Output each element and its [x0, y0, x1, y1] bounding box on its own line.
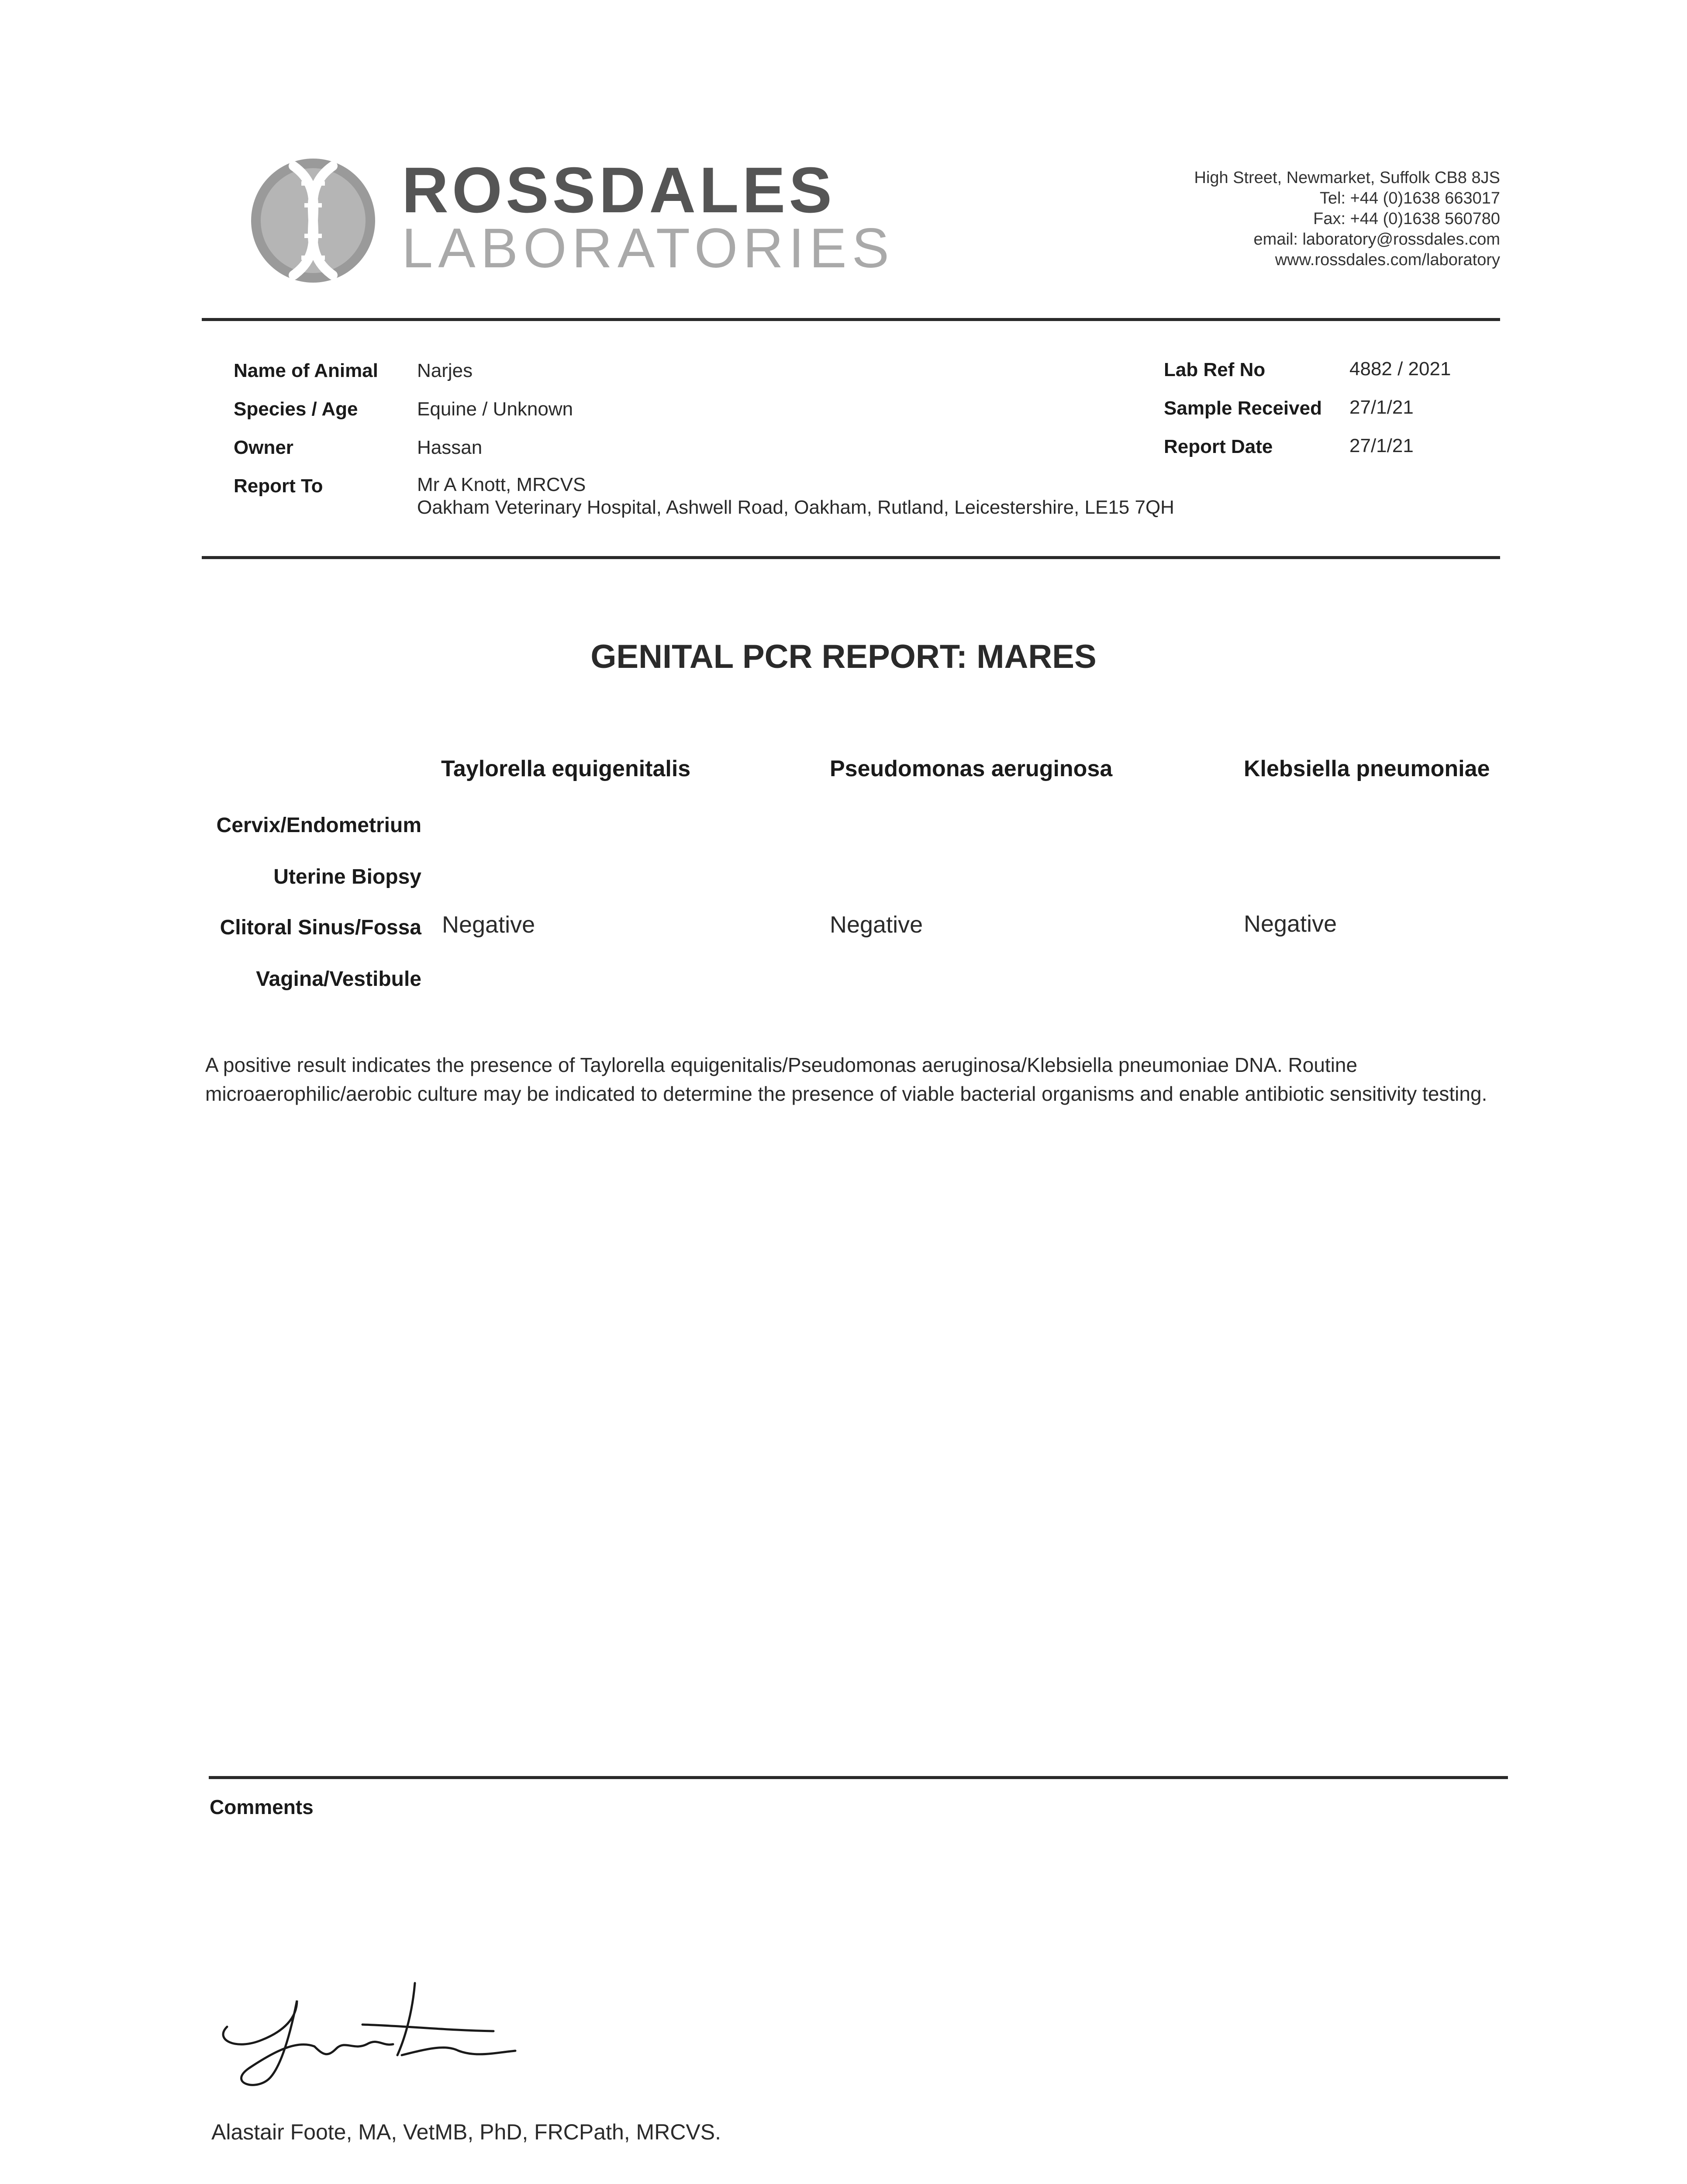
result-clitoral-pseudomonas: Negative	[830, 912, 923, 938]
fax-line: Fax: +44 (0)1638 560780	[1313, 210, 1500, 228]
column-header-taylorella: Taylorella equigenitalis	[441, 756, 691, 781]
report-title: GENITAL PCR REPORT: MARES	[590, 638, 1097, 675]
signatory-name: Alastair Foote, MA, VetMB, PhD, FRCPath, MRCVS.	[211, 2120, 721, 2144]
owner-label: Owner	[234, 437, 293, 458]
report-to-label: Report To	[234, 475, 323, 497]
telephone-line: Tel: +44 (0)1638 663017	[1319, 189, 1500, 207]
handwritten-signature	[210, 1974, 550, 2097]
address-line: High Street, Newmarket, Suffolk CB8 8JS	[1194, 169, 1500, 187]
email-line: email: laboratory@rossdales.com	[1253, 230, 1500, 249]
lab-ref-label: Lab Ref No	[1164, 359, 1266, 380]
report-to-name: Mr A Knott, MRCVS	[417, 474, 586, 495]
row-label-cervix-endometrium: Cervix/Endometrium	[216, 814, 421, 837]
sample-received-label: Sample Received	[1164, 397, 1322, 419]
interpretation-note: A positive result indicates the presence of Taylorella equigenitalis/Pseudomonas aeruginosa/Klebsiella pneumoniae DNA. Routine microaerophilic/aerobic culture may be indicated to determine the presence of viable bacterial organisms and enable antibiotic sensitivity testing.	[205, 1054, 1487, 1105]
row-label-uterine-biopsy: Uterine Biopsy	[273, 865, 421, 888]
species-age-value: Equine / Unknown	[417, 398, 573, 420]
result-clitoral-klebsiella: Negative	[1244, 911, 1337, 937]
logo-wordmark-laboratories: LABORATORIES	[402, 217, 894, 280]
name-of-animal-label: Name of Animal	[234, 360, 378, 381]
lab-ref-value: 4882 / 2021	[1349, 358, 1451, 380]
logo-wordmark-rossdales: ROSSDALES	[402, 154, 836, 226]
report-date-value: 27/1/21	[1349, 435, 1414, 456]
row-label-clitoral-sinus-fossa: Clitoral Sinus/Fossa	[220, 916, 421, 939]
rossdales-logo-icon	[250, 157, 376, 284]
owner-value: Hassan	[417, 437, 483, 458]
report-to-address: Oakham Veterinary Hospital, Ashwell Road, Oakham, Rutland, Leicestershire, LE15 7QH	[417, 497, 1174, 518]
details-divider	[202, 556, 1500, 559]
website-line: www.rossdales.com/laboratory	[1275, 251, 1500, 269]
header-divider	[202, 318, 1500, 321]
report-date-label: Report Date	[1164, 436, 1273, 457]
column-header-pseudomonas: Pseudomonas aeruginosa	[830, 756, 1113, 781]
row-label-vagina-vestibule: Vagina/Vestibule	[256, 968, 421, 991]
name-of-animal-value: Narjes	[417, 360, 473, 381]
comments-label: Comments	[210, 1796, 314, 1818]
result-clitoral-taylorella: Negative	[442, 912, 535, 938]
comments-divider	[209, 1776, 1508, 1779]
column-header-klebsiella: Klebsiella pneumoniae	[1244, 756, 1490, 781]
lab-address-block	[1194, 168, 1500, 270]
species-age-label: Species / Age	[234, 398, 358, 420]
sample-received-value: 27/1/21	[1349, 397, 1414, 418]
